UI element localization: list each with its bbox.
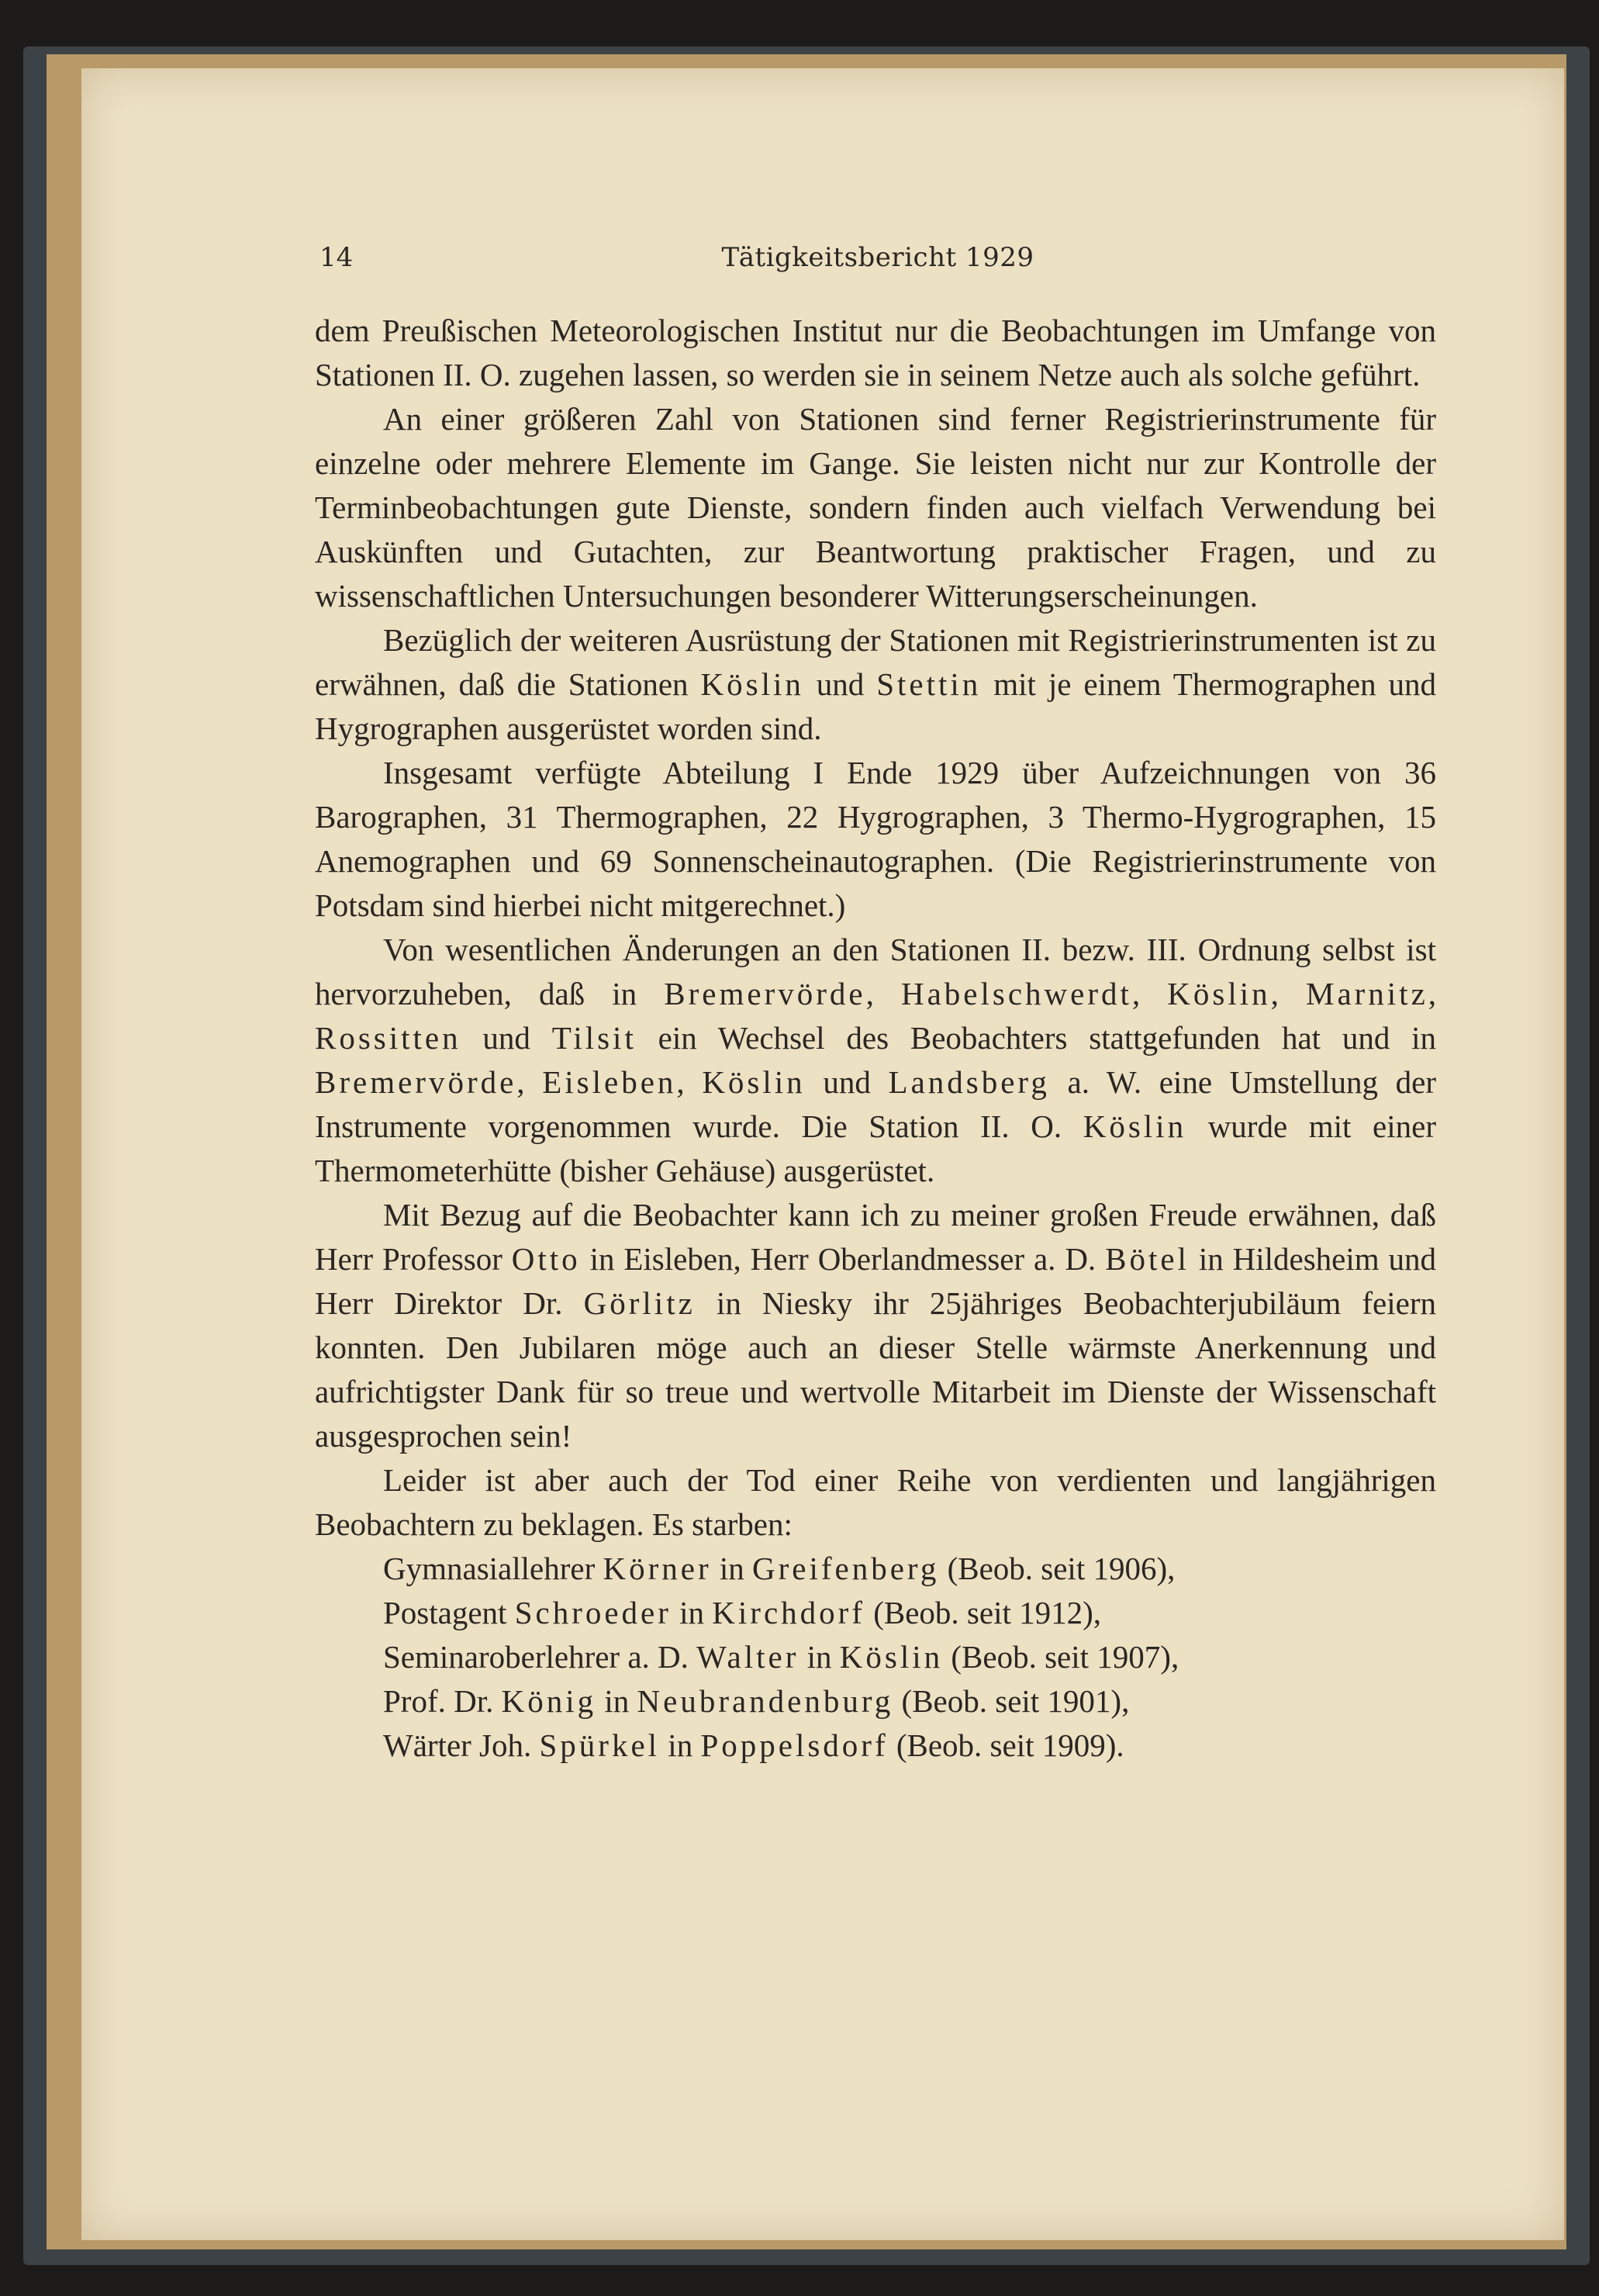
list-item (315, 1724, 1436, 1768)
text-run: a. W. eine Umstellung der Instrumente vorgenommen wurde. Die Station II. O. (315, 1064, 1437, 1144)
list-item (315, 1635, 1436, 1679)
text-run: und (461, 1020, 552, 1056)
spaced-name: Körner (603, 1551, 712, 1586)
text-run: , (1270, 976, 1306, 1011)
spaced-name: Marnitz (1305, 976, 1428, 1011)
spaced-name: Kirchdorf (712, 1595, 865, 1630)
spaced-name: Landsberg (888, 1064, 1050, 1100)
spaced-name: Köslin (1083, 1108, 1187, 1144)
text-run: Postagent (383, 1595, 515, 1630)
spaced-name: Rossitten (315, 1020, 461, 1056)
spaced-name: Stettin (876, 666, 982, 702)
text-run: dem Preußischen Meteorologischen Institut nur die Beobachtungen im Umfange von Stationen II. O. zugehen lassen, so werden sie in seinem Netze auch als solche geführt. (315, 313, 1436, 392)
text-run: in (799, 1639, 840, 1675)
list-item (315, 1679, 1436, 1724)
text-run: , (1131, 976, 1168, 1011)
text-run: Bezüglich der weiteren Ausrüstung der Stationen mit Registrierinstrumenten ist zu erwähnen, daß die Stationen (315, 622, 1436, 702)
spaced-name: Greifenberg (752, 1551, 940, 1586)
text-run: Insgesamt verfügte Abteilung I Ende 1929 über Aufzeichnungen von 36 Barographen, 31 Thermographen, 22 Hygrographen, 3 Thermo-Hygrographen, 15 Anemographen und 69 Sonnenscheinautographen. (Die Registrierinstrumente von Potsdam sind hierbei nicht mitgerechnet.) (315, 755, 1436, 923)
text-run: Wärter Joh. (383, 1727, 540, 1763)
spaced-name: Habelschwerdt (900, 976, 1132, 1011)
deceased-observers-list (315, 1547, 1436, 1768)
text-run: in (660, 1727, 701, 1763)
spaced-name: Bremervörde (315, 1064, 517, 1100)
text-run: (Beob. seit 1907), (943, 1639, 1179, 1675)
running-title: Tätigkeitsbericht 1929 (721, 242, 1034, 273)
text-run: wurde mit einer Thermometerhütte (bisher Gehäuse) ausgerüstet. (315, 1108, 1436, 1188)
page-number: 14 (319, 242, 354, 273)
text-run: (Beob. seit 1912), (865, 1595, 1102, 1630)
spaced-name: Spürkel (539, 1727, 661, 1763)
text-run: (Beob. seit 1906), (939, 1551, 1176, 1586)
text-run: mit je einem Thermographen und Hygrographen ausgerüstet worden sind. (315, 666, 1437, 746)
spaced-name: Walter (696, 1639, 800, 1675)
text-run: Mit Bezug auf die Beobachter kann ich zu meiner großen Freude erwähnen, daß Herr Professor (315, 1197, 1436, 1277)
text-run: , (516, 1064, 543, 1100)
paragraph (315, 397, 1436, 618)
list-item (315, 1547, 1436, 1591)
paragraph (315, 751, 1436, 928)
text-run: Gymnasiallehrer (383, 1551, 603, 1586)
text-run: , (1428, 976, 1437, 1011)
spaced-name: Görlitz (583, 1285, 696, 1321)
body-text (315, 309, 1436, 1768)
text-run: in (671, 1595, 713, 1630)
text-run: und (805, 1064, 889, 1100)
spaced-name: Köslin (700, 666, 804, 702)
text-run: Seminaroberlehrer a. D. (383, 1639, 697, 1675)
paragraph (315, 618, 1436, 751)
spaced-name: Bötel (1105, 1241, 1190, 1277)
spaced-name: Köslin (839, 1639, 944, 1675)
text-run: in (596, 1683, 637, 1719)
paragraph (315, 1193, 1436, 1458)
paragraph (315, 928, 1436, 1193)
paragraph (315, 309, 1436, 397)
spaced-name: Köslin (702, 1064, 806, 1100)
text-run: , (865, 976, 901, 1011)
text-run: in Eisleben, Herr Oberlandmesser a. D. (580, 1241, 1106, 1277)
text-run: und (803, 666, 877, 702)
list-item (315, 1591, 1436, 1635)
spaced-name: Tilsit (551, 1020, 637, 1056)
spaced-name: Schroeder (514, 1595, 672, 1630)
spaced-name: Otto (511, 1241, 581, 1277)
text-run: (Beob. seit 1909). (888, 1727, 1124, 1763)
text-run: in (711, 1551, 753, 1586)
text-run: (Beob. seit 1901), (893, 1683, 1130, 1719)
spaced-name: König (501, 1683, 597, 1719)
text-run: in Niesky ihr 25jähriges Beobachterjubiläum feiern konnten. Den Jubilaren möge auch an dieser Stelle wärmste Anerkennung und aufrichtigster Dank für so treue und wertvolle Mitarbeit im Dienste der Wissenschaft ausgesprochen sein! (315, 1285, 1436, 1454)
spaced-name: Köslin (1167, 976, 1271, 1011)
text-run: ein Wechsel des Beobachters stattgefunden hat und in (636, 1020, 1436, 1056)
text-run: in Hildesheim und Herr Direktor Dr. (315, 1241, 1437, 1321)
paragraph (315, 1458, 1436, 1547)
text-run: Von wesentlichen Änderungen an den Stationen II. bezw. III. Ordnung selbst ist hervorzuheben, daß in (315, 932, 1436, 1011)
spaced-name: Eisleben (542, 1064, 677, 1100)
spaced-name: Neubrandenburg (637, 1683, 894, 1719)
text-run: , (676, 1064, 703, 1100)
page-header (319, 242, 1436, 281)
spaced-name: Poppelsdorf (700, 1727, 889, 1763)
text-run: Leider ist aber auch der Tod einer Reihe von verdienten und langjährigen Beobachtern zu beklagen. Es starben: (315, 1462, 1436, 1542)
text-run: Prof. Dr. (383, 1683, 502, 1719)
text-run: An einer größeren Zahl von Stationen sind ferner Registrierinstrumente für einzelne oder mehrere Elemente im Gange. Sie leisten nicht nur zur Kontrolle der Terminbeobachtungen gute Dienste, sondern finden auch vielfach Verwendung bei Auskünften und Gutachten, zur Beantwortung praktischer Fragen, und zu wissenschaftlichen Untersuchungen besonderer Witterungserscheinungen. (315, 401, 1436, 614)
spaced-name: Bremervörde (664, 976, 866, 1011)
